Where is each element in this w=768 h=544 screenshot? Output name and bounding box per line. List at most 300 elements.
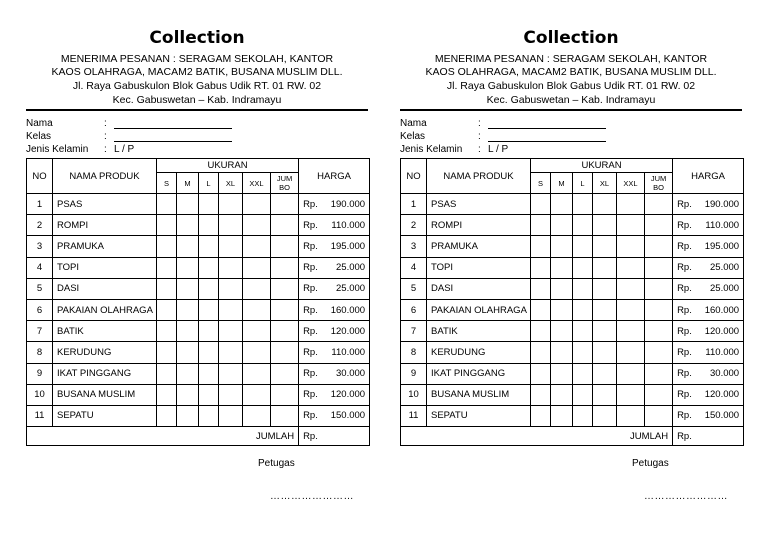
col-header-product: NAMA PRODUK (53, 159, 157, 194)
price-amount: 30.000 (710, 368, 740, 380)
row-number: 10 (27, 384, 53, 405)
size-qty-cell[interactable] (617, 215, 645, 236)
form-title: Collection (149, 28, 245, 48)
size-qty-cell[interactable] (157, 384, 177, 405)
price-amount: 120.000 (330, 325, 366, 337)
field-colon: : (478, 131, 481, 142)
size-qty-cell[interactable] (593, 257, 617, 278)
size-qty-cell[interactable] (271, 405, 299, 426)
size-qty-cell[interactable] (531, 384, 551, 405)
size-qty-cell[interactable] (645, 236, 673, 257)
size-qty-cell[interactable] (199, 321, 219, 342)
price-amount: 30.000 (336, 368, 366, 380)
price-amount: 25.000 (336, 262, 366, 274)
size-qty-cell[interactable] (551, 384, 573, 405)
size-qty-cell[interactable] (617, 342, 645, 363)
price-amount: 190.000 (330, 198, 366, 210)
price-cell (299, 215, 370, 236)
col-header-no: NO (27, 159, 53, 194)
header-divider (400, 109, 742, 111)
size-header: S (157, 173, 177, 194)
size-qty-cell[interactable] (219, 384, 243, 405)
row-number: 7 (401, 321, 427, 342)
size-qty-cell[interactable] (271, 278, 299, 299)
table-row (27, 342, 370, 363)
size-header: XXL (617, 173, 645, 194)
size-qty-cell[interactable] (271, 342, 299, 363)
row-number: 9 (401, 363, 427, 384)
size-qty-cell[interactable] (573, 299, 593, 320)
field-value[interactable]: L / P (114, 144, 135, 155)
row-number: 3 (27, 236, 53, 257)
size-qty-cell[interactable] (593, 363, 617, 384)
price-amount: 150.000 (330, 410, 366, 422)
price-cell (299, 194, 370, 215)
size-qty-cell[interactable] (531, 257, 551, 278)
size-qty-cell[interactable] (243, 405, 271, 426)
currency-label: Rp. (677, 219, 692, 231)
price-cell (673, 405, 744, 426)
product-name: DASI (53, 278, 157, 299)
table-row (401, 405, 744, 426)
field-colon: : (104, 118, 107, 129)
price-cell (299, 321, 370, 342)
price-cell (299, 278, 370, 299)
price-amount: 110.000 (705, 219, 740, 231)
price-amount: 110.000 (331, 346, 366, 358)
field-blank-line[interactable] (114, 128, 232, 129)
shop-info-line: Jl. Raya Gabuskulon Blok Gabus Udik RT. 01 RW. 02 (72, 80, 322, 92)
size-qty-cell[interactable] (551, 257, 573, 278)
size-qty-cell[interactable] (531, 236, 551, 257)
product-name: BATIK (53, 321, 157, 342)
size-qty-cell[interactable] (271, 363, 299, 384)
currency-label: Rp. (677, 368, 692, 380)
size-qty-cell[interactable] (199, 342, 219, 363)
product-name: BUSANA MUSLIM (53, 384, 157, 405)
size-qty-cell[interactable] (645, 342, 673, 363)
size-qty-cell[interactable] (157, 194, 177, 215)
size-header: JUM BO (271, 173, 299, 194)
price-cell (299, 257, 370, 278)
size-qty-cell[interactable] (593, 236, 617, 257)
currency-label: Rp. (677, 410, 692, 422)
currency-label: Rp. (677, 304, 692, 316)
size-qty-cell[interactable] (593, 342, 617, 363)
size-qty-cell[interactable] (645, 321, 673, 342)
row-number: 7 (27, 321, 53, 342)
size-qty-cell[interactable] (573, 321, 593, 342)
table-row (401, 236, 744, 257)
size-qty-cell[interactable] (531, 363, 551, 384)
size-qty-cell[interactable] (271, 384, 299, 405)
size-qty-cell[interactable] (177, 299, 199, 320)
col-header-size: UKURAN (531, 159, 673, 173)
size-qty-cell[interactable] (271, 257, 299, 278)
size-qty-cell[interactable] (243, 384, 271, 405)
price-amount: 110.000 (331, 219, 366, 231)
product-name: TOPI (427, 257, 531, 278)
size-qty-cell[interactable] (199, 384, 219, 405)
currency-label: Rp. (303, 325, 318, 337)
table-row (401, 363, 744, 384)
product-name: PRAMUKA (53, 236, 157, 257)
total-label: JUMLAH (27, 427, 299, 446)
size-qty-cell[interactable] (645, 215, 673, 236)
size-qty-cell[interactable] (573, 405, 593, 426)
size-qty-cell[interactable] (617, 321, 645, 342)
row-number: 5 (27, 278, 53, 299)
table-row (27, 405, 370, 426)
row-number: 6 (401, 299, 427, 320)
table-row (27, 384, 370, 405)
field-label: Jenis Kelamin (400, 144, 463, 155)
size-qty-cell[interactable] (157, 236, 177, 257)
currency-label: Rp. (303, 389, 318, 401)
currency-label: Rp. (303, 219, 318, 231)
product-name: ROMPI (427, 215, 531, 236)
size-qty-cell[interactable] (177, 257, 199, 278)
size-header: XL (593, 173, 617, 194)
size-qty-cell[interactable] (271, 321, 299, 342)
table-row (401, 321, 744, 342)
table-row (27, 299, 370, 320)
price-cell (673, 236, 744, 257)
row-number: 4 (27, 257, 53, 278)
signer-label: Petugas (258, 458, 295, 469)
table-row (27, 215, 370, 236)
table-row (27, 278, 370, 299)
header-divider (26, 109, 368, 111)
size-header: M (177, 173, 199, 194)
price-amount: 160.000 (330, 304, 366, 316)
size-qty-cell[interactable] (177, 194, 199, 215)
size-qty-cell[interactable] (593, 405, 617, 426)
price-amount: 110.000 (705, 346, 740, 358)
currency-label: Rp. (303, 198, 318, 210)
shop-info-line: KAOS OLAHRAGA, MACAM2 BATIK, BUSANA MUSLIM DLL. (51, 66, 343, 78)
product-name: TOPI (53, 257, 157, 278)
size-header: JUM BO (645, 173, 673, 194)
table-row (401, 194, 744, 215)
field-label: Nama (26, 118, 53, 129)
size-qty-cell[interactable] (531, 405, 551, 426)
size-qty-cell[interactable] (199, 299, 219, 320)
order-form-right (400, 0, 742, 544)
size-qty-cell[interactable] (531, 321, 551, 342)
field-value[interactable]: L / P (488, 144, 509, 155)
size-qty-cell[interactable] (551, 363, 573, 384)
size-qty-cell[interactable] (551, 405, 573, 426)
size-qty-cell[interactable] (177, 342, 199, 363)
table-row (401, 215, 744, 236)
size-qty-cell[interactable] (177, 236, 199, 257)
field-colon: : (104, 131, 107, 142)
size-qty-cell[interactable] (219, 405, 243, 426)
size-qty-cell[interactable] (219, 321, 243, 342)
size-qty-cell[interactable] (157, 299, 177, 320)
size-qty-cell[interactable] (243, 194, 271, 215)
price-cell (673, 194, 744, 215)
row-number: 10 (401, 384, 427, 405)
size-qty-cell[interactable] (219, 194, 243, 215)
field-blank-line[interactable] (488, 141, 606, 142)
row-number: 6 (27, 299, 53, 320)
size-qty-cell[interactable] (219, 299, 243, 320)
price-cell (673, 299, 744, 320)
size-qty-cell[interactable] (177, 384, 199, 405)
size-qty-cell[interactable] (157, 342, 177, 363)
size-qty-cell[interactable] (219, 236, 243, 257)
size-qty-cell[interactable] (219, 215, 243, 236)
price-amount: 120.000 (704, 389, 740, 401)
size-qty-cell[interactable] (573, 363, 593, 384)
shop-info-line: MENERIMA PESANAN : SERAGAM SEKOLAH, KANTOR (434, 53, 708, 65)
table-row (27, 194, 370, 215)
table-row (401, 278, 744, 299)
size-qty-cell[interactable] (645, 405, 673, 426)
size-qty-cell[interactable] (243, 342, 271, 363)
size-qty-cell[interactable] (593, 299, 617, 320)
field-label: Jenis Kelamin (26, 144, 89, 155)
col-header-price: HARGA (673, 159, 744, 194)
size-qty-cell[interactable] (243, 236, 271, 257)
size-qty-cell[interactable] (573, 215, 593, 236)
product-name: BUSANA MUSLIM (427, 384, 531, 405)
row-number: 9 (27, 363, 53, 384)
size-qty-cell[interactable] (573, 257, 593, 278)
size-qty-cell[interactable] (551, 236, 573, 257)
size-qty-cell[interactable] (219, 363, 243, 384)
size-header: M (551, 173, 573, 194)
size-qty-cell[interactable] (645, 384, 673, 405)
size-qty-cell[interactable] (243, 321, 271, 342)
product-name: SEPATU (53, 405, 157, 426)
row-number: 5 (401, 278, 427, 299)
row-number: 11 (27, 405, 53, 426)
shop-info-line: Kec. Gabuswetan – Kab. Indramayu (486, 94, 656, 106)
size-header: XL (219, 173, 243, 194)
product-name: ROMPI (53, 215, 157, 236)
size-qty-cell[interactable] (617, 299, 645, 320)
size-qty-cell[interactable] (645, 194, 673, 215)
size-qty-cell[interactable] (199, 236, 219, 257)
size-qty-cell[interactable] (199, 194, 219, 215)
size-qty-cell[interactable] (271, 236, 299, 257)
size-qty-cell[interactable] (617, 257, 645, 278)
size-qty-cell[interactable] (531, 278, 551, 299)
order-form-left (26, 0, 368, 544)
size-qty-cell[interactable] (177, 363, 199, 384)
total-amount[interactable]: Rp. (299, 427, 370, 446)
size-qty-cell[interactable] (157, 278, 177, 299)
size-qty-cell[interactable] (157, 363, 177, 384)
size-qty-cell[interactable] (645, 299, 673, 320)
size-qty-cell[interactable] (199, 215, 219, 236)
row-number: 8 (401, 342, 427, 363)
table-row (27, 363, 370, 384)
size-qty-cell[interactable] (199, 257, 219, 278)
field-colon: : (478, 144, 481, 155)
price-cell (673, 321, 744, 342)
col-header-size: UKURAN (157, 159, 299, 173)
shop-info-line: MENERIMA PESANAN : SERAGAM SEKOLAH, KANTOR (60, 53, 334, 65)
size-qty-cell[interactable] (531, 194, 551, 215)
size-qty-cell[interactable] (531, 342, 551, 363)
size-qty-cell[interactable] (199, 363, 219, 384)
size-qty-cell[interactable] (271, 299, 299, 320)
size-qty-cell[interactable] (645, 363, 673, 384)
field-label: Kelas (400, 131, 426, 142)
order-table (400, 158, 744, 446)
currency-label: Rp. (303, 283, 318, 295)
size-qty-cell[interactable] (243, 257, 271, 278)
signature-line: …………………… (270, 491, 354, 502)
price-cell (299, 342, 370, 363)
size-qty-cell[interactable] (157, 405, 177, 426)
size-qty-cell[interactable] (593, 321, 617, 342)
row-number: 8 (27, 342, 53, 363)
price-cell (299, 405, 370, 426)
shop-info-line: Jl. Raya Gabuskulon Blok Gabus Udik RT. 01 RW. 02 (446, 80, 696, 92)
size-qty-cell[interactable] (219, 342, 243, 363)
price-cell (673, 215, 744, 236)
size-qty-cell[interactable] (593, 194, 617, 215)
size-qty-cell[interactable] (157, 257, 177, 278)
currency-label: Rp. (677, 262, 692, 274)
field-blank-line[interactable] (114, 141, 232, 142)
size-qty-cell[interactable] (573, 342, 593, 363)
product-name: IKAT PINGGANG (53, 363, 157, 384)
size-qty-cell[interactable] (157, 321, 177, 342)
currency-label: Rp. (303, 410, 318, 422)
table-row (401, 342, 744, 363)
size-qty-cell[interactable] (177, 215, 199, 236)
currency-label: Rp. (303, 262, 318, 274)
currency-label: Rp. (677, 325, 692, 337)
field-colon: : (104, 144, 107, 155)
price-amount: 25.000 (710, 283, 740, 295)
size-qty-cell[interactable] (617, 194, 645, 215)
size-qty-cell[interactable] (243, 363, 271, 384)
size-qty-cell[interactable] (243, 278, 271, 299)
price-cell (673, 342, 744, 363)
price-amount: 25.000 (336, 283, 366, 295)
row-number: 11 (401, 405, 427, 426)
currency-label: Rp. (303, 368, 318, 380)
size-qty-cell[interactable] (271, 215, 299, 236)
col-header-product: NAMA PRODUK (427, 159, 531, 194)
currency-label: Rp. (677, 389, 692, 401)
product-name: PSAS (53, 194, 157, 215)
size-qty-cell[interactable] (593, 278, 617, 299)
size-qty-cell[interactable] (243, 299, 271, 320)
product-name: PAKAIAN OLAHRAGA (53, 299, 157, 320)
row-number: 1 (401, 194, 427, 215)
size-qty-cell[interactable] (551, 342, 573, 363)
size-qty-cell[interactable] (573, 236, 593, 257)
size-qty-cell[interactable] (219, 278, 243, 299)
size-qty-cell[interactable] (593, 384, 617, 405)
size-qty-cell[interactable] (617, 405, 645, 426)
size-qty-cell[interactable] (177, 278, 199, 299)
size-qty-cell[interactable] (593, 215, 617, 236)
row-number: 4 (401, 257, 427, 278)
size-qty-cell[interactable] (271, 194, 299, 215)
signature-line: …………………… (644, 491, 728, 502)
size-qty-cell[interactable] (243, 215, 271, 236)
row-number: 2 (27, 215, 53, 236)
currency-label: Rp. (303, 240, 318, 252)
table-row (27, 257, 370, 278)
price-amount: 120.000 (330, 389, 366, 401)
size-qty-cell[interactable] (551, 321, 573, 342)
price-cell (673, 384, 744, 405)
table-row (401, 384, 744, 405)
product-name: DASI (427, 278, 531, 299)
size-header: S (531, 173, 551, 194)
size-qty-cell[interactable] (177, 405, 199, 426)
field-label: Nama (400, 118, 427, 129)
product-name: PAKAIAN OLAHRAGA (427, 299, 531, 320)
price-amount: 150.000 (704, 410, 740, 422)
total-row (401, 427, 744, 446)
size-qty-cell[interactable] (219, 257, 243, 278)
size-qty-cell[interactable] (157, 215, 177, 236)
size-qty-cell[interactable] (617, 278, 645, 299)
price-amount: 160.000 (704, 304, 740, 316)
price-cell (673, 257, 744, 278)
price-cell (299, 384, 370, 405)
currency-label: Rp. (303, 346, 318, 358)
size-qty-cell[interactable] (551, 215, 573, 236)
col-header-price: HARGA (299, 159, 370, 194)
table-row (401, 299, 744, 320)
size-qty-cell[interactable] (177, 321, 199, 342)
size-qty-cell[interactable] (617, 236, 645, 257)
size-qty-cell[interactable] (645, 278, 673, 299)
size-qty-cell[interactable] (573, 278, 593, 299)
form-title: Collection (523, 28, 619, 48)
size-qty-cell[interactable] (573, 384, 593, 405)
size-qty-cell[interactable] (199, 278, 219, 299)
field-blank-line[interactable] (488, 128, 606, 129)
size-qty-cell[interactable] (199, 405, 219, 426)
price-cell (673, 278, 744, 299)
price-amount: 120.000 (704, 325, 740, 337)
size-qty-cell[interactable] (573, 194, 593, 215)
col-header-no: NO (401, 159, 427, 194)
size-qty-cell[interactable] (531, 299, 551, 320)
size-qty-cell[interactable] (617, 384, 645, 405)
product-name: PSAS (427, 194, 531, 215)
size-qty-cell[interactable] (645, 257, 673, 278)
product-name: KERUDUNG (427, 342, 531, 363)
price-cell (299, 236, 370, 257)
size-qty-cell[interactable] (551, 278, 573, 299)
field-colon: : (478, 118, 481, 129)
shop-info-line: KAOS OLAHRAGA, MACAM2 BATIK, BUSANA MUSLIM DLL. (425, 66, 717, 78)
total-amount[interactable]: Rp. (673, 427, 744, 446)
currency-label: Rp. (677, 346, 692, 358)
size-qty-cell[interactable] (617, 363, 645, 384)
size-qty-cell[interactable] (551, 299, 573, 320)
size-qty-cell[interactable] (531, 215, 551, 236)
table-row (401, 257, 744, 278)
size-header: L (573, 173, 593, 194)
price-cell (299, 363, 370, 384)
size-qty-cell[interactable] (551, 194, 573, 215)
